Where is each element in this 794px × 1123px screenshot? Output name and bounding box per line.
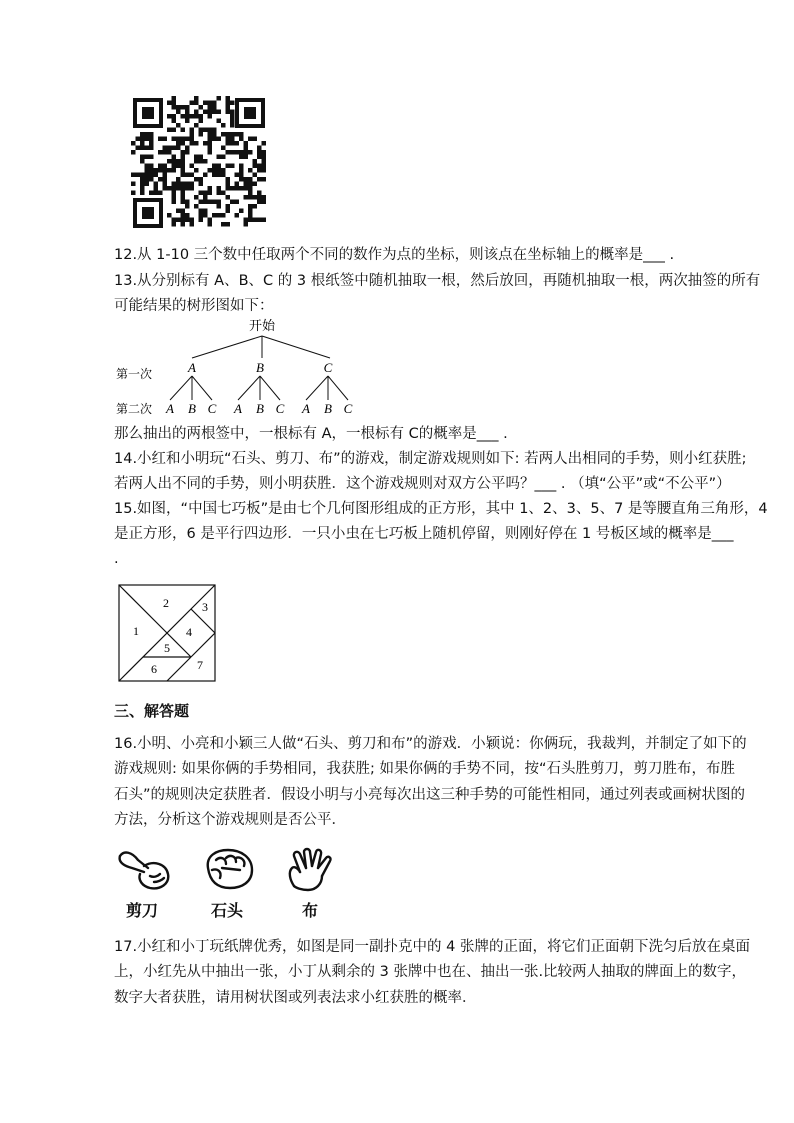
- tangram-figure: [118, 584, 216, 682]
- question-15-line2: 是正方形，6 是平行四边形．一只小虫在七巧板上随机停留，则刚好停在 1 号板区域的概率是___: [114, 526, 734, 542]
- tree-node-second: A: [166, 401, 174, 416]
- tangram-piece-2: 2: [163, 596, 169, 610]
- question-17-line3: 数字大者获胜，请用树状图或列表法求小红获胜的概率．: [114, 990, 477, 1006]
- qr-code-image: [131, 96, 267, 230]
- rock-fist-icon: [200, 846, 258, 892]
- paper-hand-icon: [284, 846, 342, 894]
- tree-node-first-b: B: [256, 360, 264, 375]
- rock-label: 石头: [211, 901, 244, 920]
- question-12: 12.从 1-10 三个数中任取两个不同的数作为点的坐标，则该点在坐标轴上的概率是___ .: [114, 247, 675, 263]
- question-14-line2: 若两人出不同的手势，则小明获胜．这个游戏规则对双方公平吗？___ . （填“公平”或“不公平”）: [114, 476, 731, 492]
- question-15-line3: .: [114, 551, 119, 567]
- tree-node-second: B: [188, 401, 196, 416]
- tangram-piece-4: 4: [186, 625, 192, 639]
- tree-root-label: 开始: [248, 319, 276, 334]
- section-title: 三、解答题: [114, 702, 190, 720]
- tree-node-second: C: [275, 401, 285, 416]
- paper-label: 布: [302, 901, 319, 920]
- question-16-line4: 方法，分析这个游戏规则是否公平．: [114, 812, 346, 828]
- tree-node-first-c: C: [323, 360, 333, 375]
- tangram-piece-7: 7: [197, 658, 203, 672]
- tree-node-second: B: [324, 401, 332, 416]
- tree-diagram: [112, 318, 372, 418]
- tree-second-label: 第二次: [116, 402, 153, 416]
- tree-first-label: 第一次: [116, 367, 153, 381]
- question-15-line1: 15.如图，“中国七巧板”是由七个几何图形组成的正方形，其中 1、2、3、5、7 是等腰直角三角形，4: [114, 501, 768, 517]
- tree-node-second: C: [207, 401, 217, 416]
- tree-node-second: B: [256, 401, 264, 416]
- question-16-line3: 石头”的规则决定获胜者．假设小明与小亮每次出这三种手势的可能性相同，通过列表或画树状图的: [114, 787, 746, 803]
- tangram-piece-3: 3: [202, 600, 208, 614]
- scissors-label: 剪刀: [126, 901, 159, 920]
- question-14-line1: 14.小红和小明玩“石头、剪刀、布”的游戏，制定游戏规则如下: 若两人出相同的手势，则小红获胜;: [114, 451, 747, 467]
- tangram-piece-1: 1: [133, 624, 139, 638]
- tree-node-second: A: [302, 401, 310, 416]
- question-16-line1: 16.小明、小亮和小颖三人做“石头、剪刀和布”的游戏．小颖说：你俩玩，我裁判，并制定了如下的: [114, 736, 747, 752]
- tree-node-second: C: [343, 401, 353, 416]
- question-17-line2: 上，小红先从中抽出一张，小丁从剩余的 3 张牌中也在、抽出一张.比较两人抽取的牌面上的数字，: [114, 964, 747, 980]
- tree-node-second: A: [234, 401, 242, 416]
- question-13-line3: 那么抽出的两根签中，一根标有 A，一根标有 C的概率是___ .: [114, 426, 508, 442]
- tangram-piece-6: 6: [151, 662, 157, 676]
- question-13-line1: 13.从分别标有 A、B、C 的 3 根纸签中随机抽取一根，然后放回，再随机抽取一根，两次抽签的所有: [114, 273, 761, 289]
- tangram-piece-5: 5: [164, 641, 170, 655]
- scissors-hand-icon: [114, 846, 172, 892]
- question-17-line1: 17.小红和小丁玩纸牌优秀，如图是同一副扑克中的 4 张牌的正面，将它们正面朝下洗匀后放在桌面: [114, 939, 750, 955]
- tree-node-first-a: A: [188, 360, 196, 375]
- question-13-line2: 可能结果的树形图如下：: [114, 298, 274, 314]
- question-16-line2: 游戏规则: 如果你俩的手势相同，我获胜; 如果你俩的手势不同，按“石头胜剪刀，剪刀胜布，布胜: [114, 761, 735, 777]
